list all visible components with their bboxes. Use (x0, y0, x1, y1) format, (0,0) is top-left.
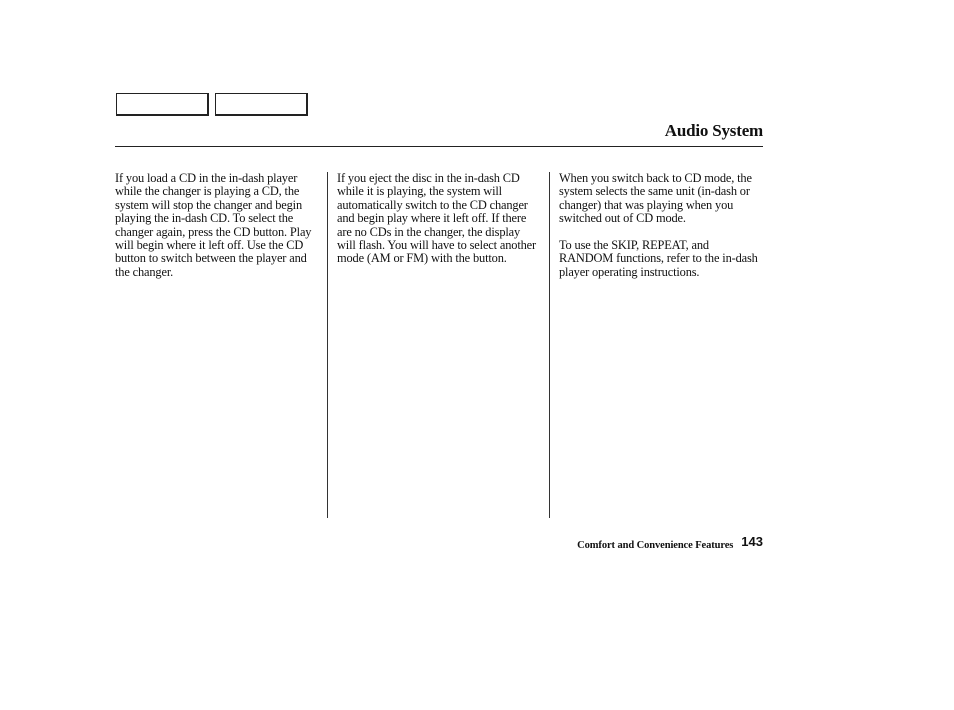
page-title: Audio System (664, 121, 763, 140)
column-divider (327, 172, 328, 518)
paragraph: If you eject the disc in the in-dash CD while it is playing, the system will automatically switch to the CD changer and begin play where it left off. If there are no CDs in the changer, the display will flash. You will have to select another mode (AM or FM) with the button. (337, 171, 536, 266)
footer-section-label: Comfort and Convenience Features (577, 540, 734, 551)
paragraph: To use the SKIP, REPEAT, and RANDOM functions, refer to the in-dash player operating instructions. (559, 238, 758, 279)
text-column-2 (337, 172, 537, 279)
text-column-1 (115, 172, 321, 293)
paragraph: If you load a CD in the in-dash player while the changer is playing a CD, the system will stop the changer and begin playing the in-dash CD. To select the changer again, press the CD button. Play will begin where it left off. Use the CD button to switch between the player and the changer. (115, 171, 312, 279)
page-number: 143 (741, 534, 763, 549)
title-divider (115, 146, 763, 147)
previous-page-button[interactable] (116, 93, 209, 116)
next-page-button[interactable] (215, 93, 308, 116)
text-column-3 (559, 172, 763, 293)
column-divider (549, 172, 550, 518)
paragraph: When you switch back to CD mode, the system selects the same unit (in-dash or changer) that was playing when you switched out of CD mode. (559, 171, 752, 226)
page-footer (577, 536, 763, 551)
